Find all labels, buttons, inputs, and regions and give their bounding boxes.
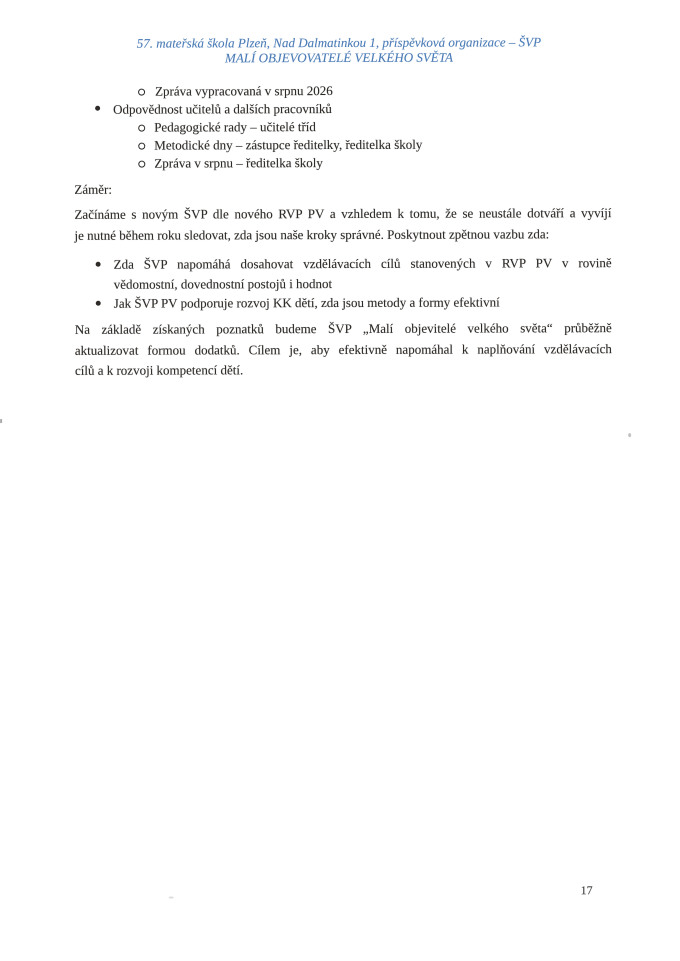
scan-speck bbox=[628, 433, 631, 437]
list-item-continuation: vědomostní, dovednostní postojů i hodnot bbox=[113, 276, 333, 292]
list-item: Zda ŠVP napomáhá dosahovat vzdělávacích cílů stanovených v RVP PV v rovině bbox=[113, 255, 612, 272]
list-item: Zpráva v srpnu – ředitelka školy bbox=[154, 155, 323, 171]
page-number: 17 bbox=[580, 883, 593, 898]
circle-bullet-icon bbox=[138, 125, 145, 132]
document-title: MALÍ OBJEVOVATELÉ VELKÉHO SVĚTA bbox=[224, 49, 453, 66]
paragraph-line: aktualizovat formou dodatků. Cílem je, aby efektivně napomáhal k naplňování vzdělávacích bbox=[74, 341, 612, 358]
section-heading: Záměr: bbox=[74, 181, 112, 197]
circle-bullet-icon bbox=[138, 89, 145, 96]
circle-bullet-icon bbox=[138, 143, 145, 150]
list-item: Metodické dny – zástupce ředitelky, ředitelka školy bbox=[154, 136, 423, 153]
list-item: Pedagogické rady – učitelé tříd bbox=[154, 119, 316, 135]
circle-bullet-icon bbox=[138, 161, 145, 168]
document-header-line: 57. mateřská škola Plzeň, Nad Dalmatinkou 1, příspěvková organizace – ŠVP bbox=[136, 34, 542, 51]
list-item: Jak ŠVP PV podporuje rozvoj KK dětí, zda jsou metody a formy efektivní bbox=[113, 294, 500, 311]
paragraph-line: je nutné během roku sledovat, zda jsou naše kroky správné. Poskytnout zpětnou vazbu zda: bbox=[74, 226, 550, 243]
bullet-dot-icon bbox=[96, 262, 101, 267]
paragraph-line: cílů a k rozvoji kompetencí dětí. bbox=[74, 362, 244, 378]
scan-speck bbox=[169, 897, 174, 899]
scan-edge-mark bbox=[0, 419, 2, 423]
list-item: Zpráva vypracovaná v srpnu 2026 bbox=[155, 83, 333, 99]
bullet-dot-icon bbox=[95, 106, 100, 111]
paragraph-line: Na základě získaných poznatků budeme ŠVP „Malí objevitelé velkého světa“ průběžně bbox=[74, 320, 612, 337]
bullet-dot-icon bbox=[96, 301, 101, 306]
list-item: Odpovědnost učitelů a dalších pracovníků bbox=[113, 101, 332, 117]
paragraph-line: Začínáme s novým ŠVP dle nového RVP PV a vzhledem k tomu, že se neustále dotváří a vyvíjí bbox=[74, 205, 612, 222]
